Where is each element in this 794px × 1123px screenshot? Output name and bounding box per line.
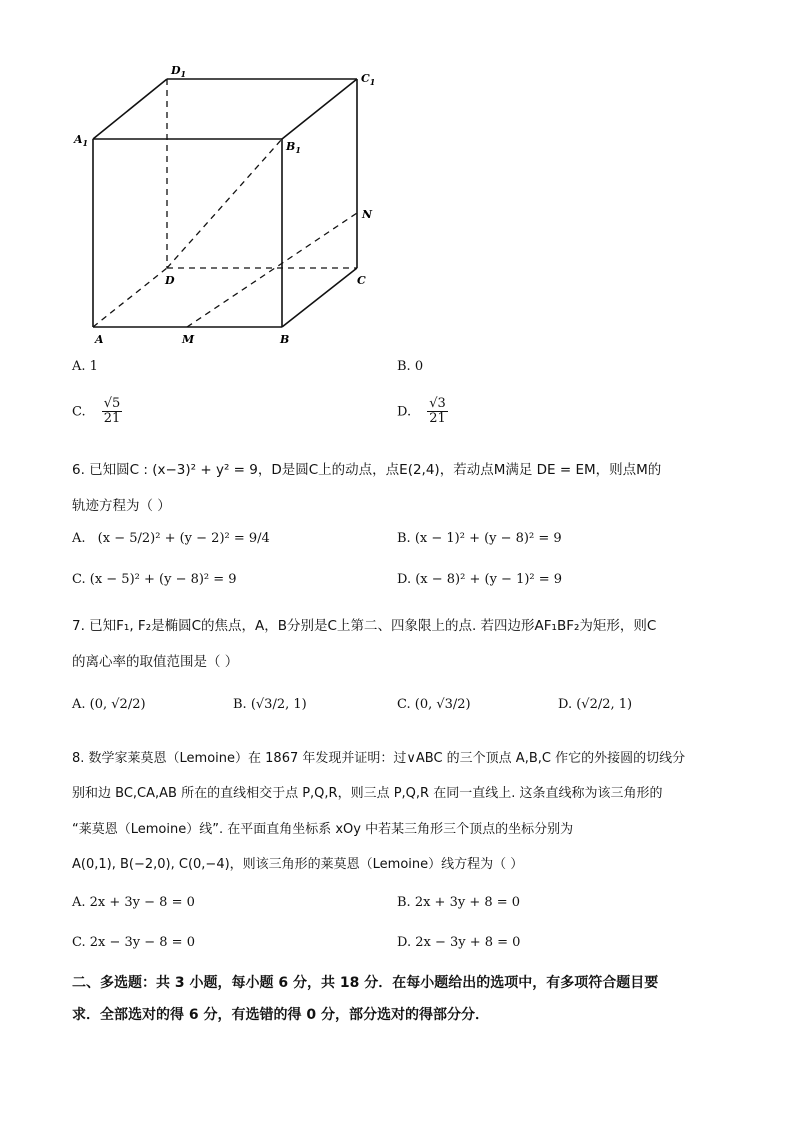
vertex-label-C1: $C_1$: [361, 72, 376, 87]
q8-option-b: B. 2x + 3y + 8 = 0: [397, 895, 521, 910]
vertex-label-B: B: [280, 333, 290, 346]
q6-option-a-label: A.: [72, 531, 86, 546]
q5-option-c: [72, 397, 122, 427]
segment-DB1: [167, 139, 282, 268]
q5-option-d: [397, 397, 448, 427]
q8-stem-line4: A(0,1), B(−2,0), C(0,−4)，则该三角形的莱莫恩（Lemoine）线方程为（ ）: [72, 857, 524, 872]
q5-option-c-fraction: [102, 397, 123, 427]
q6-option-a-text: (x − 5/2)² + (y − 2)² = 9/4: [97, 531, 270, 546]
section-2-heading-line1: 二、多选题：共 3 小题，每小题 6 分，共 18 分．在每小题给出的选项中，有多项符合题目要: [72, 975, 659, 991]
q6-option-d: D. (x − 8)² + (y − 1)² = 9: [397, 572, 563, 587]
q6-stem-line2: 轨迹方程为（ ）: [72, 498, 171, 514]
edge-CB: [282, 268, 357, 327]
cube-figure: [60, 55, 400, 355]
fraction-denominator: 21: [103, 411, 121, 427]
cube-diagram: [60, 55, 400, 355]
fraction-denominator: 21: [429, 411, 446, 427]
q5-option-d-fraction: [427, 397, 448, 427]
q7-stem-line2: 的离心率的取值范围是（ ）: [72, 654, 239, 670]
q7-option-c: C. (0, √3/2): [397, 697, 471, 712]
q7-stem-line1: 7. 已知F₁, F₂是椭圆C的焦点，A，B分别是C上第二、四象限上的点. 若四边形AF₁BF₂为矩形，则C: [72, 618, 657, 634]
q6-option-a: [72, 531, 270, 546]
q5-option-a: A. 1: [72, 359, 98, 374]
q8-option-d: D. 2x − 3y + 8 = 0: [397, 935, 521, 950]
q8-stem-line2: 别和边 BC,CA,AB 所在的直线相交于点 P,Q,R，则三点 P,Q,R 在同一直线上. 这条直线称为该三角形的: [72, 786, 663, 801]
fraction-numerator: √5: [103, 396, 121, 411]
q6-option-b: B. (x − 1)² + (y − 8)² = 9: [397, 531, 562, 546]
q8-option-c: C. 2x − 3y − 8 = 0: [72, 935, 195, 950]
vertex-label-N: N: [362, 208, 373, 221]
q8-stem-line3: “莱莫恩（Lemoine）线”. 在平面直角坐标系 xOy 中若某三角形三个顶点的坐标分别为: [72, 822, 574, 837]
q7-option-a: A. (0, √2/2): [72, 697, 146, 712]
vertex-label-M: M: [182, 333, 195, 346]
q6-option-c: C. (x − 5)² + (y − 8)² = 9: [72, 572, 237, 587]
q5-option-d-label: D.: [397, 404, 412, 420]
vertex-label-B1: $B_1$: [286, 140, 301, 155]
edge-A1D1: [93, 79, 167, 139]
q7-option-d: D. (√2/2, 1): [558, 697, 633, 712]
q5-option-c-label: C.: [72, 404, 86, 420]
q5-option-b: B. 0: [397, 359, 424, 374]
q7-option-b: B. (√3/2, 1): [233, 697, 307, 712]
edge-AD: [93, 268, 167, 327]
vertex-label-D: D: [165, 274, 175, 287]
q8-stem-line1: 8. 数学家莱莫恩（Lemoine）在 1867 年发现并证明：过∨ABC 的三个顶点 A,B,C 作它的外接圆的切线分: [72, 751, 686, 766]
q6-stem-line1: 6. 已知圆C : (x−3)² + y² = 9，D是圆C上的动点，点E(2,4)，若动点M满足 DE = EM，则点M的: [72, 462, 662, 478]
q8-option-a: A. 2x + 3y − 8 = 0: [72, 895, 195, 910]
vertex-label-D1: $D_1$: [171, 64, 187, 79]
section-2-heading-line2: 求．全部选对的得 6 分，有选错的得 0 分，部分选对的得部分分．: [72, 1007, 489, 1023]
fraction-numerator: √3: [429, 396, 446, 411]
vertex-label-C: C: [357, 274, 366, 287]
vertex-label-A1: $A_1$: [74, 133, 89, 148]
segment-MN: [187, 213, 357, 327]
edge-C1B1: [282, 79, 357, 139]
vertex-label-A: A: [95, 333, 104, 346]
